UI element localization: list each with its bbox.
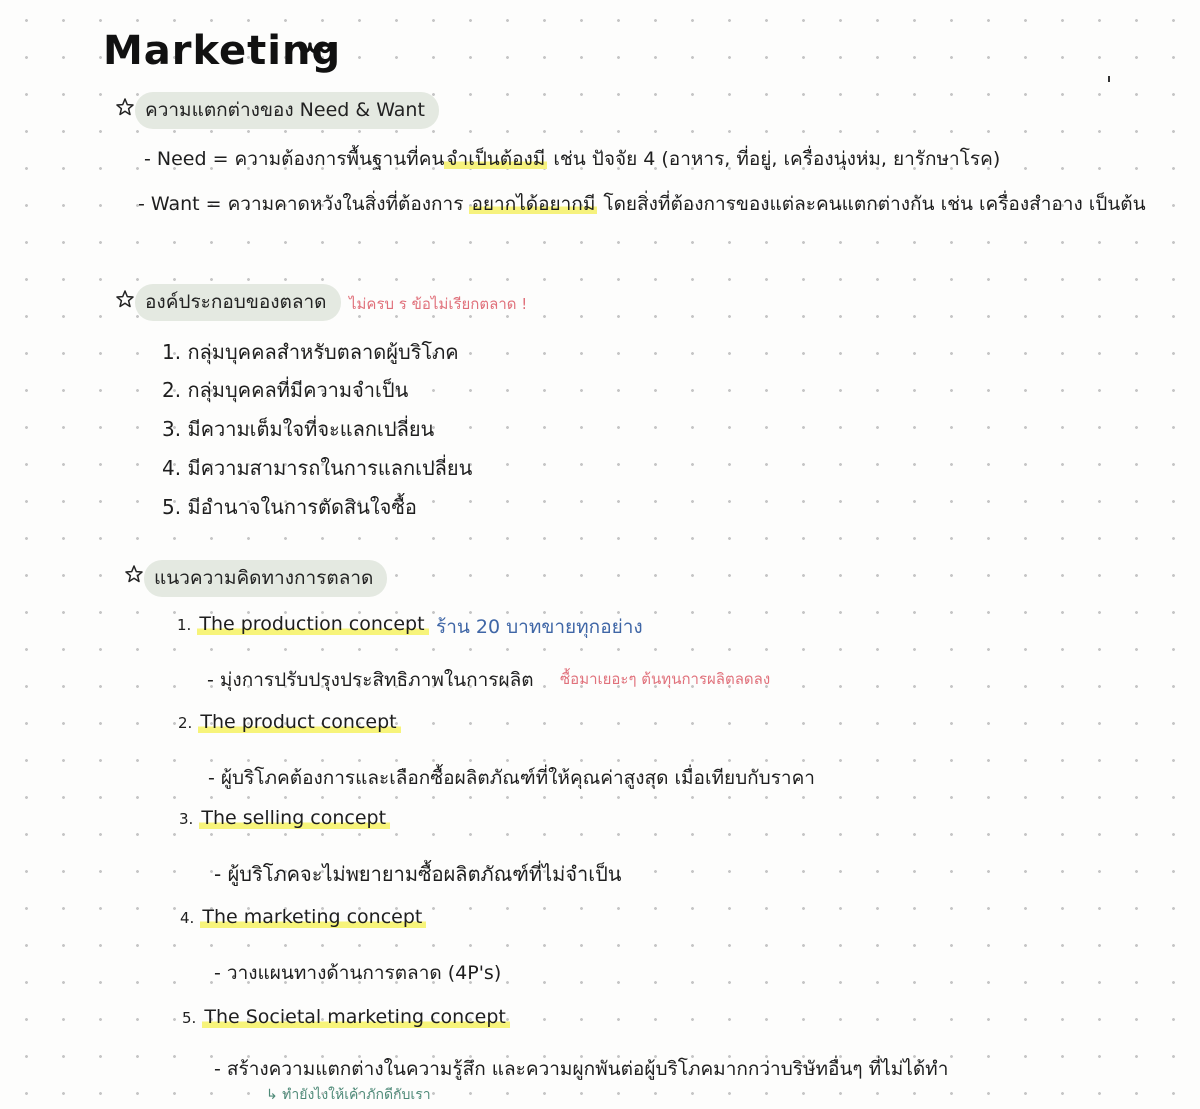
concept-item: 4. The marketing concept: [180, 906, 426, 928]
concept-item: 2. The product concept: [178, 711, 401, 733]
list-item: 3. มีความเต็มใจที่จะแลกเปลี่ยน: [162, 417, 435, 441]
concept-item: 5. The Societal marketing concept: [182, 1006, 510, 1028]
concept-description: - วางแผนทางด้านการตลาด (4P's): [214, 962, 502, 984]
list-item: 1. กลุ่มบุคคลสำหรับตลาดผู้บริโภค: [162, 340, 459, 364]
section-heading-market-components: องค์ประกอบของตลาด: [135, 284, 341, 321]
concept-item: 1. The production concept: [177, 613, 429, 635]
annotation-note: ↳ ทำยังไงให้เค้าภักดีกับเรา: [266, 1087, 431, 1103]
concept-item: 3. The selling concept: [179, 807, 390, 829]
concept-description: - สร้างความแตกต่างในความรู้สึก และความผูกพันต่อผู้บริโภคมากกว่าบริษัทอื่นๆ ที่ไม่ได้ทำ: [214, 1058, 949, 1080]
list-item: 4. มีความสามารถในการแลกเปลี่ยน: [162, 456, 473, 480]
star-icon: [115, 97, 135, 117]
wave-doodle-icon: [297, 38, 339, 60]
highlight: จำเป็นต้องมี: [446, 148, 546, 170]
concept-description: - มุ่งการปรับปรุงประสิทธิภาพในการผลิต: [207, 669, 534, 691]
concept-name: The marketing concept: [200, 906, 426, 928]
list-item: 5. มีอำนาจในการตัดสินใจซื้อ: [162, 495, 417, 519]
annotation-note: ร้าน 20 บาทขายทุกอย่าง: [436, 616, 643, 638]
annotation-note: ซื้อมาเยอะๆ ต้นทุนการผลิตลดลง: [560, 670, 771, 688]
concept-name: The production concept: [197, 613, 428, 635]
section-heading-marketing-concepts: แนวความคิดทางการตลาด: [144, 560, 387, 597]
need-definition: - Need = ความต้องการพื้นฐานที่คน จำเป็นต้องมี เช่น ปัจจัย 4 (อาหาร, ที่อยู่, เครื่องนุ่งห่ม, ยารักษาโรค): [144, 148, 1001, 170]
concept-name: The Societal marketing concept: [202, 1006, 510, 1028]
highlight: อยากได้อยากมี: [471, 193, 596, 215]
section-heading-need-want: ความแตกต่างของ Need & Want: [135, 92, 439, 129]
concept-name: The selling concept: [199, 807, 390, 829]
list-item: 2. กลุ่มบุคคลที่มีความจำเป็น: [162, 378, 409, 402]
stray-mark: [1108, 76, 1110, 82]
page-title: Marketing: [103, 28, 342, 74]
star-icon: [115, 289, 135, 309]
want-definition: - Want = ความคาดหวังในสิ่งที่ต้องการ อยากได้อยากมี โดยสิ่งที่ต้องการของแต่ละคนแตกต่างกัน เช่น เครื่องสำอาง เป็นต้น: [138, 193, 1146, 215]
concept-name: The product concept: [198, 711, 400, 733]
star-icon: [124, 564, 144, 584]
annotation-note: ไม่ครบ ร ข้อไม่เรียกตลาด !: [349, 295, 528, 313]
concept-description: - ผู้บริโภคต้องการและเลือกซื้อผลิตภัณฑ์ที่ให้คุณค่าสูงสุด เมื่อเทียบกับราคา: [208, 767, 815, 789]
concept-description: - ผู้บริโภคจะไม่พยายามซื้อผลิตภัณฑ์ที่ไม่จำเป็น: [214, 862, 622, 886]
